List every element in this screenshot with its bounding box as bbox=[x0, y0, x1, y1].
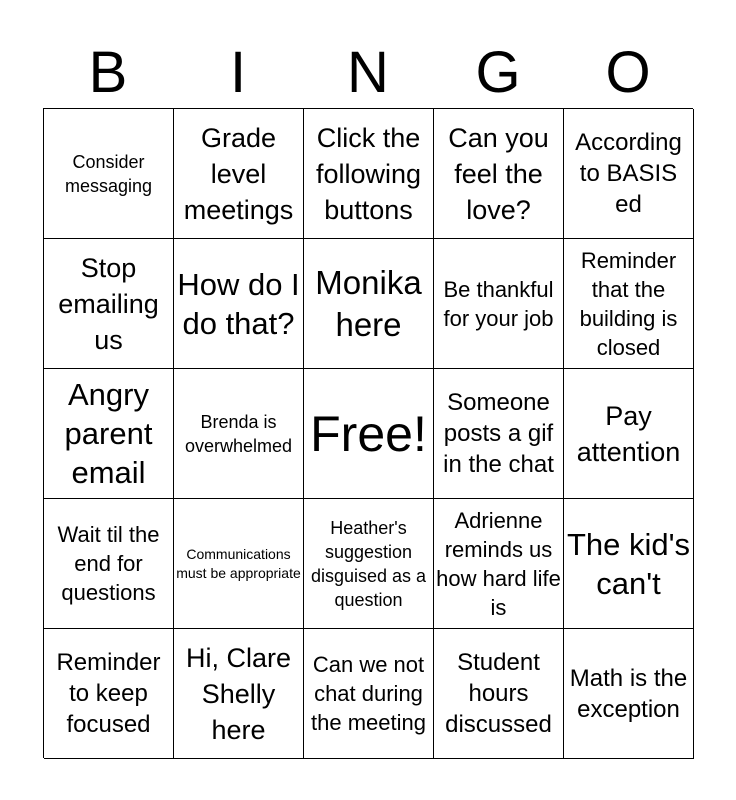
bingo-cell[interactable] bbox=[434, 629, 564, 759]
cell-text: Can we not chat during the meeting bbox=[311, 652, 426, 735]
bingo-board bbox=[43, 108, 693, 758]
header-letter-b: B bbox=[88, 40, 128, 105]
cell-text: Click the following buttons bbox=[315, 122, 422, 225]
bingo-cell[interactable] bbox=[174, 239, 304, 369]
bingo-cell[interactable] bbox=[564, 369, 694, 499]
bingo-cell[interactable] bbox=[564, 629, 694, 759]
cell-text: How do I do that? bbox=[177, 266, 300, 341]
bingo-cell[interactable] bbox=[174, 369, 304, 499]
cell-text: Someone posts a gif in the chat bbox=[443, 389, 554, 478]
bingo-cell[interactable] bbox=[564, 109, 694, 239]
bingo-cell[interactable] bbox=[304, 109, 434, 239]
bingo-cell[interactable] bbox=[434, 369, 564, 499]
cell-text: Stop emailing us bbox=[58, 252, 159, 355]
cell-text: Brenda is overwhelmed bbox=[184, 411, 293, 456]
cell-text: The kid's can't bbox=[566, 526, 691, 601]
bingo-cell[interactable] bbox=[434, 239, 564, 369]
cell-text: Adrienne reminds us how hard life is bbox=[436, 507, 561, 620]
header-letter-g: G bbox=[475, 40, 521, 105]
cell-text: Be thankful for your job bbox=[443, 276, 554, 331]
bingo-cell[interactable] bbox=[304, 239, 434, 369]
header-letter-n: N bbox=[347, 40, 389, 105]
cell-text: Communications must be appropriate bbox=[176, 545, 301, 581]
header-letter-i: I bbox=[229, 40, 247, 105]
bingo-cell[interactable] bbox=[434, 109, 564, 239]
cell-text: Reminder that the building is closed bbox=[579, 247, 678, 360]
bingo-cell[interactable] bbox=[564, 499, 694, 629]
bingo-header bbox=[43, 40, 693, 106]
bingo-cell[interactable] bbox=[174, 629, 304, 759]
cell-text: Reminder to keep focused bbox=[56, 649, 161, 738]
bingo-cell[interactable] bbox=[44, 109, 174, 239]
cell-text: Grade level meetings bbox=[183, 122, 294, 225]
header-letter-o: O bbox=[605, 40, 651, 105]
cell-text: According to BASIS ed bbox=[575, 129, 682, 218]
bingo-cell[interactable] bbox=[304, 499, 434, 629]
bingo-cell[interactable] bbox=[44, 369, 174, 499]
cell-text: Student hours discussed bbox=[445, 649, 552, 738]
cell-text: Can you feel the love? bbox=[448, 122, 549, 225]
cell-text: Heather's suggestion disguised as a question bbox=[310, 517, 427, 610]
bingo-cell[interactable] bbox=[44, 629, 174, 759]
free-space[interactable] bbox=[304, 369, 434, 499]
bingo-cell[interactable] bbox=[564, 239, 694, 369]
bingo-cell[interactable] bbox=[174, 499, 304, 629]
bingo-cell[interactable] bbox=[44, 499, 174, 629]
bingo-cell[interactable] bbox=[434, 499, 564, 629]
bingo-cell[interactable] bbox=[44, 239, 174, 369]
bingo-cell[interactable] bbox=[174, 109, 304, 239]
cell-text: Wait til the end for questions bbox=[57, 522, 160, 605]
free-space-label: Free! bbox=[310, 405, 427, 462]
cell-text: Monika here bbox=[315, 263, 422, 343]
cell-text: Pay attention bbox=[576, 400, 681, 467]
cell-text: Math is the exception bbox=[569, 664, 688, 723]
bingo-cell[interactable] bbox=[304, 629, 434, 759]
cell-text: Angry parent email bbox=[64, 377, 153, 490]
cell-text: Consider messaging bbox=[64, 151, 153, 196]
cell-text: Hi, Clare Shelly here bbox=[185, 642, 292, 745]
